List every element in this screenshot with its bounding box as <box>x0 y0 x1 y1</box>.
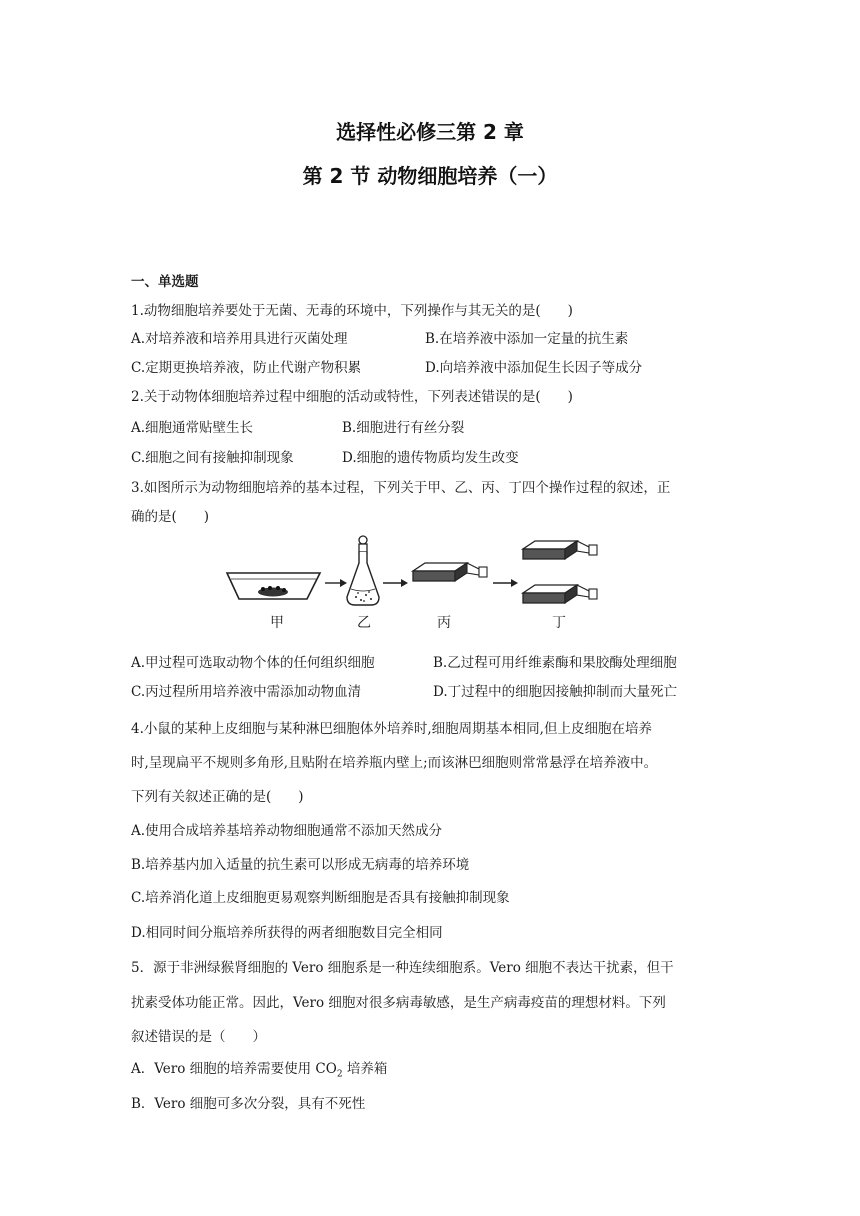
q5-option-a-subscript: 2 <box>336 1069 343 1080</box>
conical-flask-illustration <box>347 536 379 605</box>
q4-option-a: A.使用合成培养基培养动物细胞通常不添加天然成分 <box>131 823 443 839</box>
subculture-flask-illustration <box>523 585 597 603</box>
q1-option-c: C.定期更换培养液，防止代谢产物积累 <box>131 360 362 376</box>
subculture-flask-illustration <box>523 541 597 559</box>
q4-stem-line2: 时,呈现扁平不规则多角形,且贴附在培养瓶内壁上;而该淋巴细胞则常常悬浮在培养液中。 <box>131 755 658 771</box>
arrow-icon <box>325 579 347 587</box>
q3-stem-line1: 3.如图所示为动物细胞培养的基本过程，下列关于甲、乙、丙、丁四个操作过程的叙述，正 <box>131 480 671 496</box>
q2-stem: 2.关于动物体细胞培养过程中细胞的活动或特性，下列表述错误的是( ) <box>131 389 573 405</box>
figure-label-jia: 甲 <box>270 615 284 631</box>
q5-stem-line1: 5．源于非洲绿猴肾细胞的 Vero 细胞系是一种连续细胞系。Vero 细胞不表达干扰素，但干 <box>131 960 674 976</box>
q2-option-a: A.细胞通常贴壁生长 <box>131 420 254 436</box>
q4-stem-line3: 下列有关叙述正确的是( ) <box>131 789 304 805</box>
q5-option-a-text: A．Vero 细胞的培养需要使用 CO <box>131 1061 337 1077</box>
figure-label-yi: 乙 <box>357 615 371 631</box>
q5-option-a-tail: 培养箱 <box>342 1061 388 1077</box>
q4-option-d: D.相同时间分瓶培养所获得的两者细胞数目完全相同 <box>131 925 443 941</box>
q3-option-c: C.丙过程所用培养液中需添加动物血清 <box>131 684 362 700</box>
document-subtitle: 第 2 节 动物细胞培养（一） <box>302 164 558 188</box>
culture-flask-illustration <box>413 563 487 581</box>
q1-stem: 1.动物细胞培养要处于无菌、无毒的环境中，下列操作与其无关的是( ) <box>131 303 573 319</box>
q4-option-c: C.培养消化道上皮细胞更易观察判断细胞是否具有接触抑制现象 <box>131 890 510 906</box>
q1-option-b: B.在培养液中添加一定量的抗生素 <box>425 331 629 347</box>
q2-option-d: D.细胞的遗传物质均发生改变 <box>342 450 519 466</box>
q3-option-d: D.丁过程中的细胞因接触抑制而大量死亡 <box>433 684 678 700</box>
q4-option-b: B.培养基内加入适量的抗生素可以形成无病毒的培养环境 <box>131 857 470 873</box>
q5-option-b: B．Vero 细胞可多次分裂，具有不死性 <box>131 1096 366 1112</box>
q3-stem-line2: 确的是( ) <box>131 509 210 525</box>
arrow-icon <box>493 579 518 587</box>
figure-label-bing: 丙 <box>437 615 451 631</box>
q5-stem-line2: 扰素受体功能正常。因此，Vero 细胞对很多病毒敏感，是生产病毒疫苗的理想材料。下列 <box>131 995 666 1011</box>
q5-stem-line3: 叙述错误的是（ ） <box>131 1029 266 1045</box>
q3-option-b: B.乙过程可用纤维素酶和果胶酶处理细胞 <box>433 655 677 671</box>
figure-label-ding: 丁 <box>552 615 566 631</box>
q2-option-c: C.细胞之间有接触抑制现象 <box>131 450 294 466</box>
q2-option-b: B.细胞进行有丝分裂 <box>342 420 465 436</box>
q5-option-a <box>131 1061 387 1080</box>
q1-option-a: A.对培养液和培养用具进行灭菌处理 <box>131 331 348 347</box>
q1-option-d: D.向培养液中添加促生长因子等成分 <box>425 360 643 376</box>
document-title: 选择性必修三第 2 章 <box>336 120 524 144</box>
arrow-icon <box>383 579 408 587</box>
q4-stem-line1: 4.小鼠的某种上皮细胞与某种淋巴细胞体外培养时,细胞周期基本相同,但上皮细胞在培养 <box>131 721 652 737</box>
section-heading: 一、单选题 <box>131 274 199 290</box>
q3-option-a: A.甲过程可选取动物个体的任何组织细胞 <box>131 655 375 671</box>
tissue-dish-illustration <box>227 573 320 599</box>
